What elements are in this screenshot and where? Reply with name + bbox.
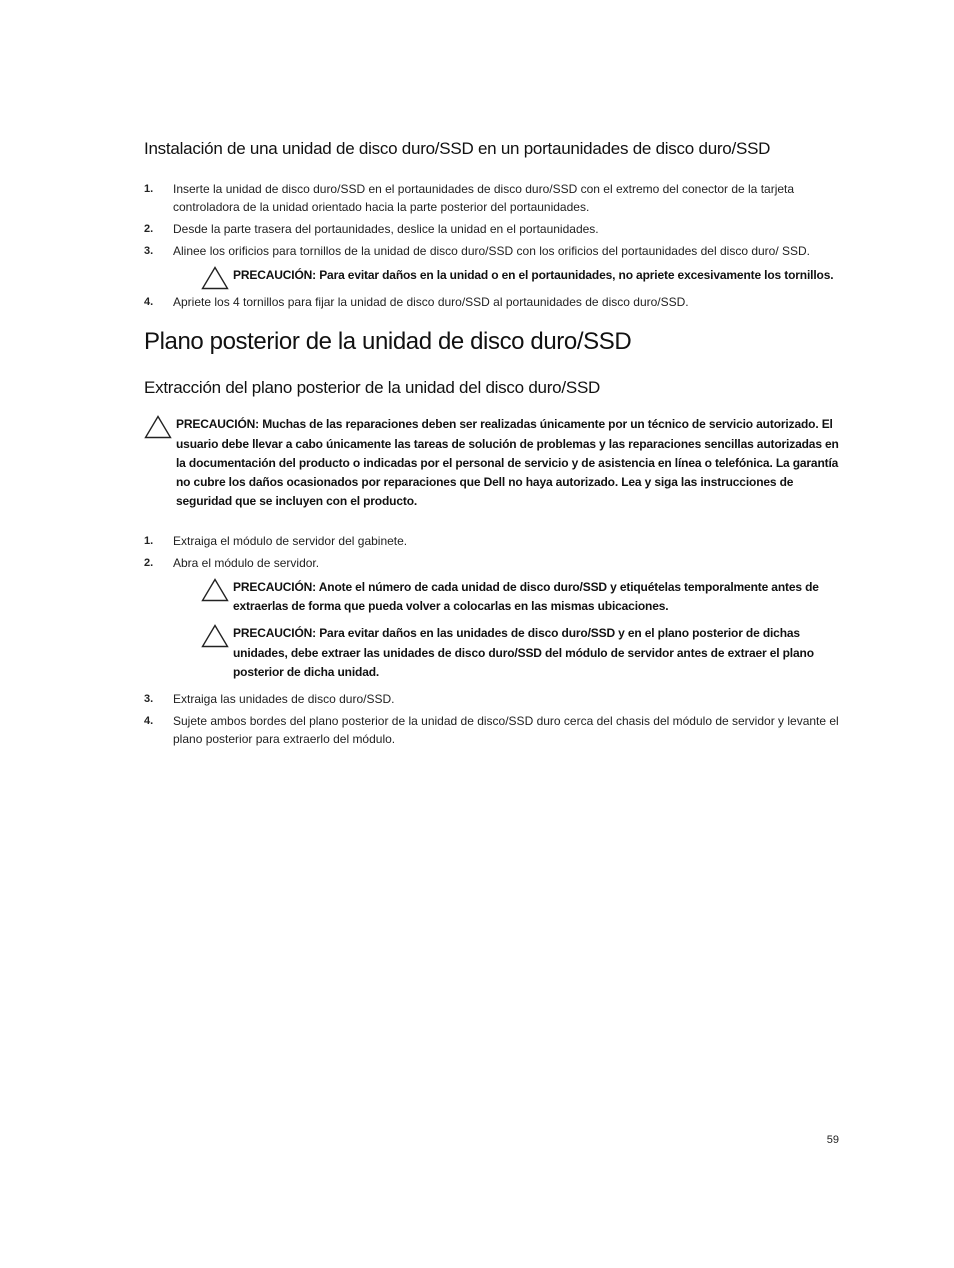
warning-triangle-icon [201,266,229,290]
caution-text: PRECAUCIÓN: Para evitar daños en las unidades de disco duro/SSD y en el plano posterior de dichas unidades, debe extraer las unidades de disco duro/SSD del módulo de servidor antes de extraer el plano posterior de dicha unidad. [233,626,814,679]
list-item [144,220,840,238]
list-item [144,554,840,682]
step-text: Sujete ambos bordes del plano posterior de la unidad de disco/SSD duro cerca del chasis del módulo de servidor y levante el plano posterior para extraerlo del módulo. [173,714,839,747]
caution-note [201,624,840,682]
warning-triangle-icon [144,415,172,439]
section-heading-install: Instalación de una unidad de disco duro/SSD en un portaunidades de disco duro/SSD [144,139,771,158]
step-number: 4. [144,715,154,728]
step-text: Inserte la unidad de disco duro/SSD en el portaunidades de disco duro/SSD con el extremo del conector de la tarjeta controladora de la unidad orientado hacia la parte posterior del portaunidades. [173,182,795,214]
step-number: 3. [144,693,154,706]
section-heading-remove-backplane: Extracción del plano posterior de la unidad del disco duro/SSD [144,378,601,398]
caution-text: PRECAUCIÓN: Muchas de las reparaciones deben ser realizadas únicamente por un técnico de servicio autorizado. El usuario debe llevar a cabo únicamente las tareas de solución de problemas y las reparaciones sencillas autorizadas en la documentación del producto o indicadas por el personal de servicio y de asistencia en línea o telefónica. La garantía no cubre los daños ocasionados por reparaciones que Dell no haya autorizado. Lea y siga las instrucciones de seguridad que se incluyen con el producto. [176,417,839,509]
caution-text: PRECAUCIÓN: Anote el número de cada unidad de disco duro/SSD y etiquételas temporalmente antes de extraerlas de forma que pueda volver a colocarlas en las mismas ubicaciones. [233,579,819,614]
install-steps-list [144,180,840,311]
list-item [144,242,840,285]
step-text: Apriete los 4 tornillos para fijar la unidad de disco duro/SSD al portaunidades de disco duro/SSD. [173,295,689,310]
caution-note [201,266,840,285]
main-heading: Plano posterior de la unidad de disco duro/SSD [144,328,632,356]
step-text: Extraiga las unidades de disco duro/SSD. [173,692,395,707]
step-text: Alinee los orificios para tornillos de la unidad de disco duro/SSD con los orificios del portaunidades del disco duro/ SSD. [173,244,811,258]
caution-note [201,578,840,617]
page-content [144,138,840,752]
step-number: 2. [144,556,154,569]
warning-triangle-icon [201,624,229,648]
removal-steps-list [144,532,840,748]
step-text: Extraiga el módulo de servidor del gabinete. [173,533,408,548]
list-item [144,293,840,311]
step-number: 4. [144,296,154,309]
step-number: 1. [144,534,154,547]
caution-text: PRECAUCIÓN: Para evitar daños en la unidad o en el portaunidades, no apriete excesivamente los tornillos. [233,268,834,282]
step-number: 2. [144,223,154,235]
step-text: Abra el módulo de servidor. [173,555,320,570]
list-item [144,180,840,216]
list-item [144,690,840,708]
list-item [144,712,840,748]
step-text: Desde la parte trasera del portaunidades, deslice la unidad en el portaunidades. [173,222,599,236]
step-number: 1. [144,183,154,195]
caution-note-general [144,415,840,511]
list-item [144,532,840,550]
step-number: 3. [144,245,154,257]
warning-triangle-icon [201,578,229,602]
page-number: 59 [826,1134,839,1146]
